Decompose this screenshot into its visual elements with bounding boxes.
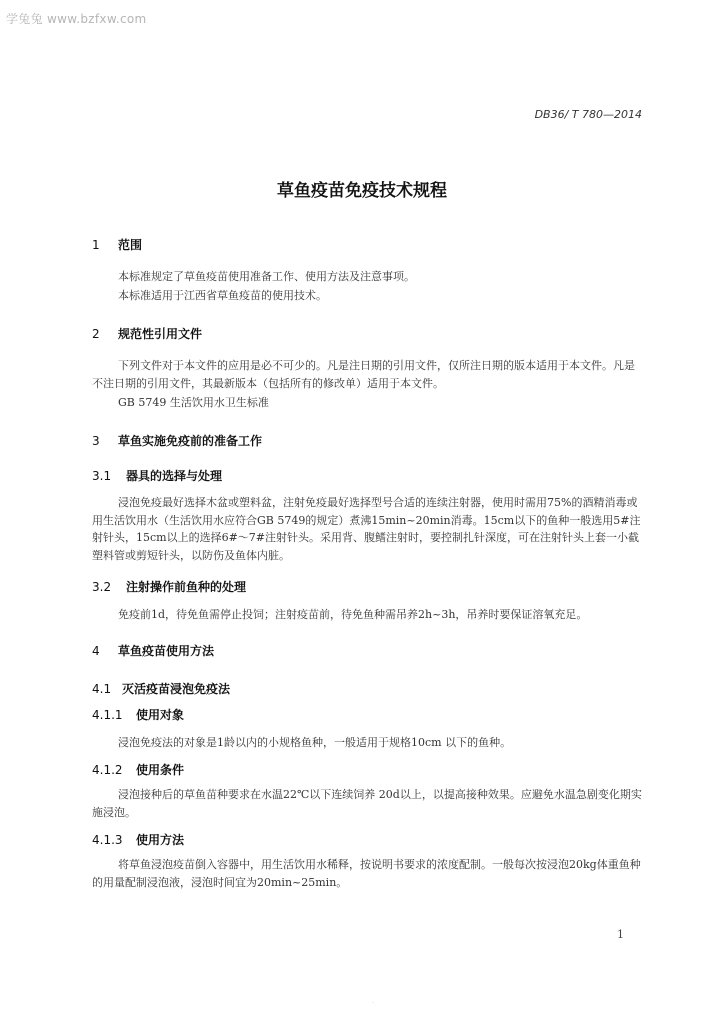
section-2-heading xyxy=(92,325,202,342)
paragraph: GB 5749 生活饮用水卫生标准 xyxy=(118,396,269,409)
section-3-1-heading xyxy=(92,467,222,484)
section-4-1-3-heading xyxy=(92,831,184,848)
section-title: 规范性引用文件 xyxy=(118,327,203,341)
section-title: 使用方法 xyxy=(136,833,185,847)
section-number: 4.1.1 xyxy=(92,708,123,722)
standard-code: DB36/ T 780—2014 xyxy=(534,108,642,121)
section-title: 器具的选择与处理 xyxy=(126,469,223,483)
paragraph: 浸泡免疫法的对象是1龄以内的小规格鱼种，一般适用于规格10cm 以下的鱼种。 xyxy=(118,736,512,749)
section-4-1-1-heading xyxy=(92,706,184,723)
section-number: 4.1.2 xyxy=(92,763,123,777)
page-title: 草鱼疫苗免疫技术规程 xyxy=(277,181,447,201)
scan-artifact: · xyxy=(372,1000,374,1007)
paragraph: 免疫前1d，待免鱼需停止投饲；注射疫苗前，待免鱼种需吊养2h~3h，吊养时要保证溶氧充足。 xyxy=(118,608,588,621)
section-1-heading xyxy=(92,236,142,253)
section-title: 灭活疫苗浸泡免疫法 xyxy=(122,682,231,696)
section-number: 4.1.3 xyxy=(92,833,123,847)
paragraph: 下列文件对于本文件的应用是必不可少的。凡是注日期的引用文件，仅所注日期的版本适用于本文件。凡是不注日期的引用文件，其最新版本（包括所有的修改单）适用于本文件。 xyxy=(92,359,635,390)
section-title: 使用对象 xyxy=(136,708,185,722)
section-4-1-heading xyxy=(92,680,230,697)
section-number: 4.1 xyxy=(92,682,112,696)
section-number: 4 xyxy=(92,644,100,658)
section-number: 3.1 xyxy=(92,469,112,483)
page-number: 1 xyxy=(617,928,624,941)
section-title: 范围 xyxy=(118,238,143,252)
section-number: 3.2 xyxy=(92,580,112,594)
section-title: 草鱼实施免疫前的准备工作 xyxy=(118,434,263,448)
section-4-heading xyxy=(92,642,214,659)
paragraph: 将草鱼浸泡疫苗倒入容器中，用生活饮用水稀释，按说明书要求的浓度配制。一般每次按浸泡20kg体重鱼种的用量配制浸泡液，浸泡时间宜为20min~25min。 xyxy=(92,858,641,889)
section-number: 1 xyxy=(92,238,100,252)
section-title: 草鱼疫苗使用方法 xyxy=(118,644,215,658)
section-4-1-2-heading xyxy=(92,761,184,778)
section-title: 注射操作前鱼种的处理 xyxy=(126,580,247,594)
section-3-2-heading xyxy=(92,578,246,595)
section-number: 3 xyxy=(92,434,100,448)
watermark: 学兔兔 www.bzfxw.com xyxy=(6,12,147,26)
paragraph: 浸泡免疫最好选择木盆或塑料盆，注射免疫最好选择型号合适的连续注射器，使用时需用75%的酒精消毒或用生活饮用水（生活饮用水应符合GB 5749的规定）煮沸15min~20min消毒。15cm以下的鱼种一般选用5#注射针头，15cm以上的选择6#～7#注射针头。采用背、腹鳍注射时，要控制扎针深度，可在注射针头上套一小截塑料管或剪短针头，以防伤及鱼体内脏。 xyxy=(92,496,641,562)
section-title: 使用条件 xyxy=(136,763,185,777)
section-number: 2 xyxy=(92,327,100,341)
paragraph: 本标准适用于江西省草鱼疫苗的使用技术。 xyxy=(118,289,327,302)
paragraph: 浸泡接种后的草鱼苗种要求在水温22℃以下连续饲养 20d以上，以提高接种效果。应避免水温急剧变化期实施浸泡。 xyxy=(92,788,642,819)
section-3-heading xyxy=(92,432,262,449)
paragraph: 本标准规定了草鱼疫苗使用准备工作、使用方法及注意事项。 xyxy=(118,270,415,283)
